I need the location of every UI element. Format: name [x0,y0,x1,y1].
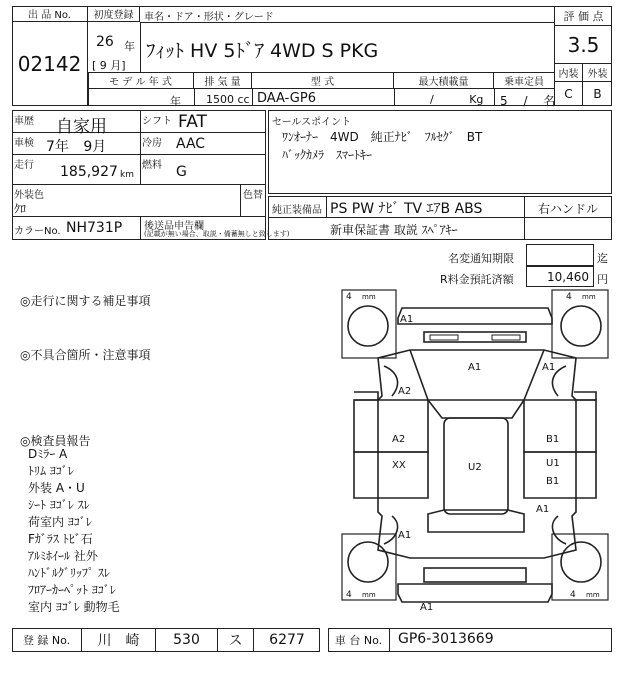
tire-unit-fl: mm [362,293,376,301]
hood-outline [410,350,544,400]
chassis-label: 車 台 No. [328,628,390,652]
warranty-value: 新車保証書 取説 ｽﾍﾟｱｷｰ [330,223,458,237]
exterior-grade: B [593,87,602,101]
load-label: 最大積載量 [394,72,494,88]
capacity-label: 乗車定員 [504,76,544,88]
recycle-label: R料金預託済額 [440,273,514,286]
name-change-field [526,244,594,266]
inspection-value: 7年 9月 [46,139,107,155]
tire-depth-rl: 4 [346,590,352,600]
details-row-line-1 [12,132,266,133]
score-label: 評 価 点 [554,6,612,26]
interior-grade: C [554,82,583,106]
mileage-unit: km [120,170,134,180]
type-label: 型 式 [252,72,394,88]
damage-code-right-fender: A1 [542,362,556,373]
damage-code-right-front-door: B1 [546,434,560,445]
lot-number: 02142 [12,22,88,106]
year-suffix: 年 [124,40,135,53]
car-damage-diagram [340,288,612,624]
load-divider [394,88,395,106]
details-col-line [140,110,141,184]
windshield [428,400,524,418]
plate-class: 530 [156,628,218,652]
repaint-label: 色替 [243,190,263,201]
left-front-fender [384,366,398,396]
ext-color-value: ｸﾛ [14,202,27,216]
reg-year: 26 [96,34,114,50]
load-value: / Kg [430,93,484,106]
tire-depth-fr: 4 [566,292,572,302]
right-mirror [574,392,596,400]
body-outline [378,350,576,558]
front-bumper-outline [398,308,552,324]
inspection-label: 車検 [14,138,34,149]
right-door-rear [524,452,596,498]
exterior-label: 外装 [583,64,612,82]
plate-number: 6277 [269,632,305,648]
steering-divider [524,196,525,240]
driving-notes-label: ◎走行に関する補足事項 [20,294,151,308]
name-change-label: 名変通知期限 [448,252,514,265]
rear-bumper-plate [424,568,526,582]
reg-month: [ 9 月] [92,59,126,72]
inspector-line: ｼｰﾄ ﾖｺﾞﾚ ｽﾚ [28,498,90,512]
details-frame [12,110,266,240]
sales-points-line-1: ﾜﾝｵｰﾅｰ 4WD 純正ﾅﾋﾞ ﾌﾙｾｸﾞ BT [282,130,483,144]
tire-depth-rr: 4 [570,590,576,600]
damage-code-right-quarter: A1 [536,504,550,515]
damage-code-left-quarter: A1 [398,530,412,541]
plate-kana: ス [218,628,254,652]
damage-code-left-front-door: A2 [392,434,406,445]
fuel-label: 燃料 [142,160,162,171]
type-divider [252,88,253,106]
inspector-line: ｱﾙﾐﾎｲｰﾙ 社外 [28,549,98,563]
capacity-divider [494,88,495,106]
spec-row-midline [88,88,554,89]
left-door-front [354,400,428,452]
reg-divider [140,22,141,72]
inspector-line: Fｶﾞﾗｽ ﾄﾋﾞ石 [28,532,93,546]
tire-box-front-right [552,290,608,358]
tire-unit-rr: mm [586,591,600,599]
colorno-col-line [140,216,141,240]
model-year-label: モ デ ル 年 式 [88,72,194,88]
name-change-unit: 迄 [597,252,608,265]
equipment-label-divider [326,196,327,217]
displacement-value: 1500 cc [206,93,250,106]
tire-unit-fr: mm [582,293,596,301]
color-no-label: カラーNo. [14,226,61,237]
inspector-line: 荷室内 ﾖｺﾞﾚ [28,515,92,529]
damage-code-front-bumper: A1 [400,314,414,325]
right-rear-fender [552,516,566,544]
front-grille-inner [430,335,458,340]
model-code-value: DAA-GP6 [257,91,316,106]
inspector-line: Dﾐﾗｰ A [28,447,68,461]
reg-label: 初度登録 [88,6,140,22]
right-door-front [524,400,596,452]
repaint-col-line [240,184,241,216]
model-year-value: 年 [170,95,181,108]
tire-unit-rl: mm [362,591,376,599]
ac-label: 冷房 [142,138,162,149]
left-door-rear [354,452,428,498]
defects-notes-label: ◎不具合箇所・注意事項 [20,348,151,362]
plate-label: 登 録 No. [12,628,82,652]
damage-code-right-rear-door-2: B1 [546,476,560,487]
history-value: 自家用 [56,117,107,137]
tire-depth-fl: 4 [346,292,352,302]
damage-code-rear-bumper: A1 [420,602,434,613]
car-label-underline [140,22,554,23]
details-row-line-4 [12,216,266,217]
plate-area: 川 崎 [82,628,156,652]
inspector-line: ﾄﾘﾑ ﾖｺﾞﾚ [28,464,74,478]
left-mirror [354,392,378,400]
rear-bumper-outline [398,584,552,602]
inspector-lines [28,446,120,616]
damage-code-left-fender: A2 [398,386,412,397]
shift-label: シフト [142,116,172,127]
aftermarket-label: 後送品申告欄 [144,221,204,232]
mileage-value: 185,927 [60,164,118,180]
sales-points-line-2: ﾊﾞｯｸｶﾒﾗ ｽﾏｰﾄｷｰ [282,148,373,162]
equipment-label: 純正装備品 [272,205,322,216]
car-name: ﾌｨｯﾄ HV 5ﾄﾞｱ 4WD S PKG [146,40,379,62]
mileage-label: 走行 [14,160,34,171]
damage-code-hood: A1 [468,362,482,373]
interior-label: 内装 [554,64,583,82]
fuel-value: G [176,164,187,180]
inspector-line: ﾊﾝﾄﾞﾙｸﾞﾘｯﾌﾟ ｽﾚ [28,566,110,580]
car-label: 車名・ドア・形状・グレード [144,12,274,23]
damage-code-right-rear-door: U1 [546,458,560,469]
score-value: 3.5 [554,26,612,64]
shift-value: FAT [178,112,207,132]
lot-label: 出 品 No. [12,6,88,22]
recycle-unit: 円 [597,273,608,286]
damage-code-left-rear-door: XX [392,460,406,471]
recycle-value: 10,460 [526,266,594,287]
ac-value: AAC [176,136,206,152]
displacement-divider [194,88,195,106]
damage-code-roof: U2 [468,462,482,473]
displacement-label: 排 気 量 [194,72,252,88]
front-grille-inner [492,335,520,340]
color-no-value: NH731P [66,220,123,236]
inspector-line: ﾌﾛｱｰｶｰﾍﾟｯﾄ ﾖｺﾞﾚ [28,583,116,597]
inspector-line: 室内 ﾖｺﾞﾚ 動物毛 [28,600,120,614]
inspector-line: 外装 A・U [28,481,85,495]
aftermarket-note: (記載が無い場合、取説・備蓄無しと致します) [144,230,290,238]
sales-points-label: セールスポイント [272,117,352,128]
details-row-line-3 [12,184,266,185]
capacity-value: 5 / 名 [500,94,556,108]
equipment-items: PS PW ﾅﾋﾞ TV ｴｱB ABS [330,201,483,217]
history-label: 車歴 [14,116,34,127]
inspector-label: ◎検査員報告 [20,434,91,448]
chassis-number: GP6-3013669 [398,631,494,647]
ext-color-label: 外装色 [14,190,44,201]
steering-value: 右ハンドル [538,202,599,216]
